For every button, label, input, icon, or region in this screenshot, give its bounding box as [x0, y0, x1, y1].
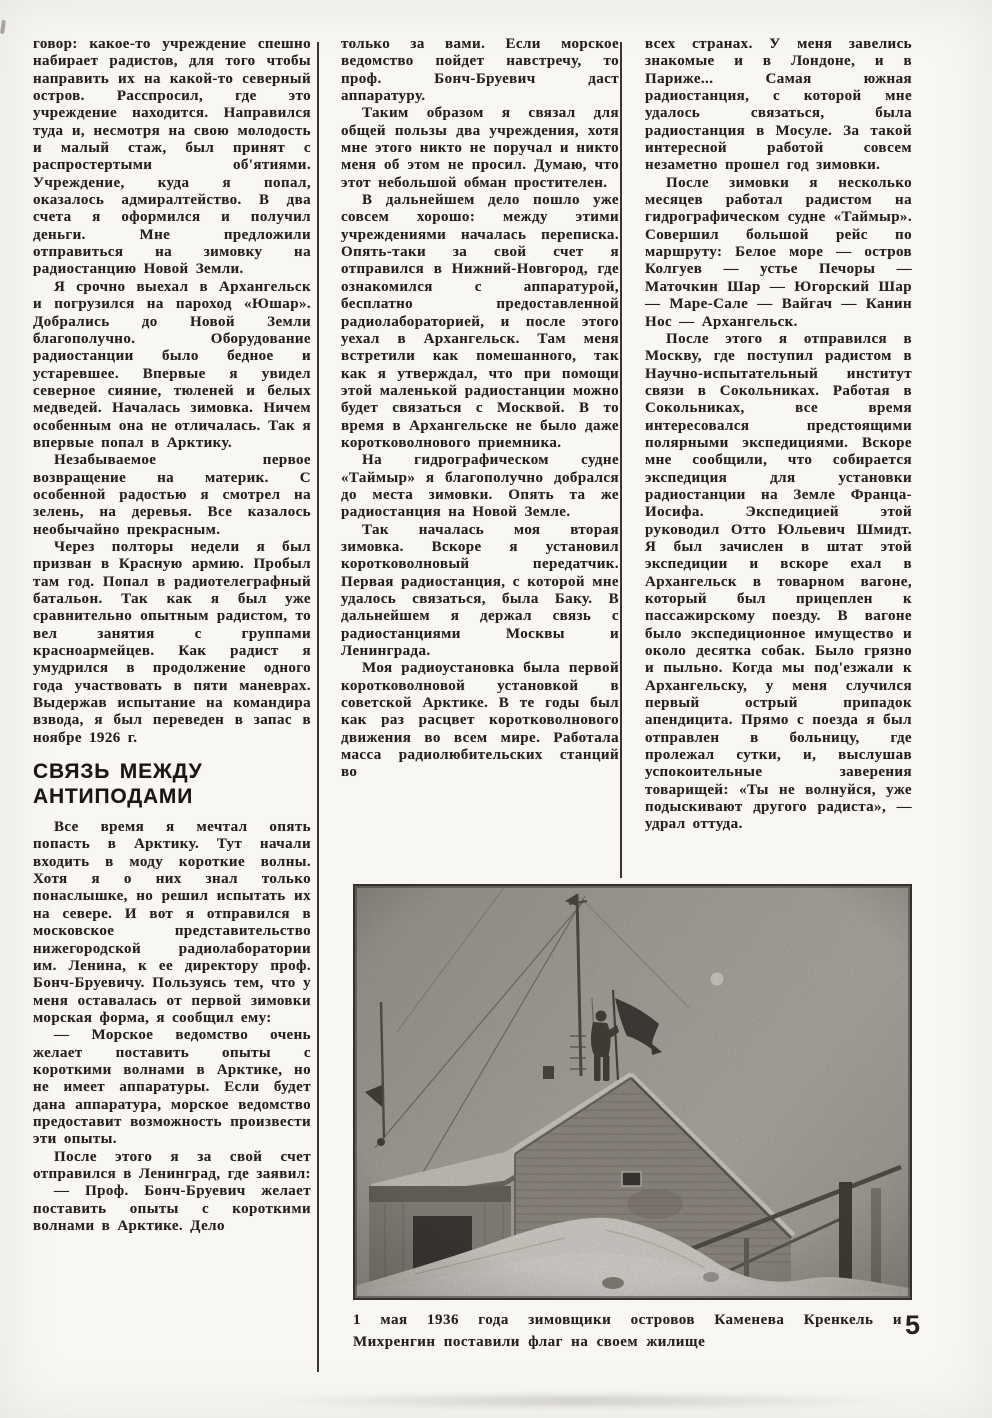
body-paragraph: Таким образом я связал для общей пользы два учреждения, хотя мне этого никто не поручал и никто меня об этом не просил. Думаю, что этот небольшой обман простителен.	[341, 105, 619, 191]
body-paragraph: На гидрографическом судне «Таймыр» я благополучно добрался до места зимовки. Опять та же радиостанция на Новой Земле.	[341, 452, 619, 521]
photo-caption: 1 мая 1936 года зимовщики островов Каменева Кренкель и Михренгин поставили флаг на своем жилище	[353, 1312, 902, 1350]
body-paragraph: После зимовки я несколько месяцев работал радистом на гидрографическом судне «Таймыр». Совершил большой рейс по маршруту: Белое море — остров Колгуев — устье Печоры — Маточкин Шар — Югорский Шар — Маре-Сале — Вайгач — Канин Нос — Архангельск.	[645, 174, 912, 330]
body-paragraph: — Проф. Бонч-Бруевич желает поставить опыты с короткими волнами в Арктике. Дело	[33, 1183, 311, 1234]
body-paragraph: Я срочно выехал в Архангельск и погрузился на пароход «Юшар». Добрались до Новой Земли благополучно. Оборудование радиостанции было бедное и устаревшее. Впервые я увидел северное сияние, тюленей и белых медведей. Началась зимовка. Ничем особенным она не отличалась. Так я впервые попал в Арктику.	[33, 278, 311, 451]
body-paragraph: только за вами. Если морское ведомство пойдет навстречу, то проф. Бонч-Бруевич даст аппаратуру.	[341, 36, 619, 105]
body-paragraph: В дальнейшем дело пошло уже совсем хорошо: между этими учреждениями началась переписка. Опять-таки за свой счет я отправился в Нижний-Новгород, где ознакомился с аппаратурой, бесплатно предоставленной радиолабораторией, и после этого уехал в Архангельск. Там меня встретили как помешанного, так как я утверждал, что при помощи этой маленькой радиостанции можно будет связаться с Москвой. В то время в Архангельске не было даже коротковолнового приемника.	[341, 192, 619, 451]
body-paragraph: всех странах. У меня завелись знакомые и в Лондоне, и в Париже... Самая южная радиостанция, с которой мне удалось связаться, была радиостанция в Мосуле. За такой интересной работой совсем незаметно прошел год зимовки.	[645, 36, 912, 174]
body-paragraph: После этого я за свой счет отправился в Ленинград, где заявил:	[33, 1148, 311, 1182]
body-paragraph: — Морское ведомство очень желает поставить опыты с короткими волнами в Арктике, но не имеет аппаратуры. Если будет дана аппаратура, морское ведомство предоставит возможность произвести эти опыты.	[33, 1027, 311, 1148]
column-divider	[317, 42, 319, 1372]
body-paragraph: говор: какое-то учреждение спешно набирает радистов, для того чтобы направить их на какой-то северный остров. Расспросил, где это учреждение находится. Направился туда и, несмотря на свою молодость и малый стаж, был принят с распростертыми об'ятиями. Учреждение, куда я попал, оказалось адмиралтейство. В два счета я оформился и получил деньги. Мне предложили отправиться на зимовку на радиостанцию Новой Земли.	[33, 36, 311, 278]
body-paragraph: Незабываемое первое возвращение на материк. С особенной радостью я смотрел на зелень, на деревья. Все казалось необычайно прекрасным.	[33, 452, 311, 538]
body-paragraph: Через полторы недели я был призван в Красную армию. Пробыл там год. Попал в радиотелеграфный батальон. Так как я был уже сравнительно опытным радистом, то вел занятия с группами красноармейцев. Как радист я умудрился в продолжение одного года участвовать в пяти маневрах. Выдержав испытание на командира взвода, я был переведен в запас в ноябре 1926 г.	[33, 538, 311, 746]
body-paragraph: После этого я отправился в Москву, где поступил радистом в Научно-испытательный институт связи в Сокольниках. Работая в Сокольниках, все время интересовался предстоящими полярными экспедициями. Вскоре мне сообщили, что собирается экспедиция для установки радиостанции на Земле Франца-Иосифа. Экспедицией этой руководил Отто Юльевич Шмидт. Я был зачислен в штат этой экспедиции и вскоре ехал в Архангельск в товарном вагоне, который был прицеплен к пассажирскому поезду. В вагоне было экспедиционное имущество и около десятка собак. Было грязно и пыльно. Когда мы под'езжали к Архангельску, у меня случился первый острый припадок апендицита. Прямо с поезда я был отправлен в больницу, где пролежал сутки, и, выслушав успокоительные заверения товарищей: «Ты не волнуйся, уже подыскивают другого радиста», — удрал оттуда.	[645, 330, 912, 833]
scan-artifact	[260, 1392, 900, 1410]
body-paragraph: Так началась моя вторая зимовка. Вскоре я установил коротковолновый передатчик. Первая радиостанция, с которой мне удалось связаться, была Баку. В дальнейшем я держал связь с радиостанциями Москвы и Ленинграда.	[341, 521, 619, 660]
page-number: 5	[905, 1310, 921, 1340]
scan-artifact	[0, 20, 6, 34]
body-paragraph: Моя радиоустановка была первой коротковолновой установкой в советской Арктике. В те годы был как раз расцвет коротковолнового движения во всем мире. Работала масса радиолюбительских станций во	[341, 660, 619, 781]
column-divider	[620, 42, 622, 878]
section-heading: СВЯЗЬ МЕЖДУ АНТИПОДАМИ	[33, 760, 203, 808]
text-column-right	[645, 36, 912, 870]
body-paragraph: Все время я мечтал опять попасть в Арктику. Тут начали входить в моду короткие волны. Хотя я о них знал только понаслышке, но решил испытать их на севере. И вот я отправился в московское представительство нижегородской радиолаборатории им. Ленина, к ее директору проф. Бонч-Бруевичу. Пользуясь тем, что у меня оставалась от первой зимовки морская форма, я сообщил ему:	[33, 819, 311, 1026]
photo-illustration	[355, 886, 910, 1298]
text-column-left	[33, 36, 311, 1372]
photo-polar-station	[353, 884, 912, 1300]
text-column-middle	[341, 36, 619, 870]
